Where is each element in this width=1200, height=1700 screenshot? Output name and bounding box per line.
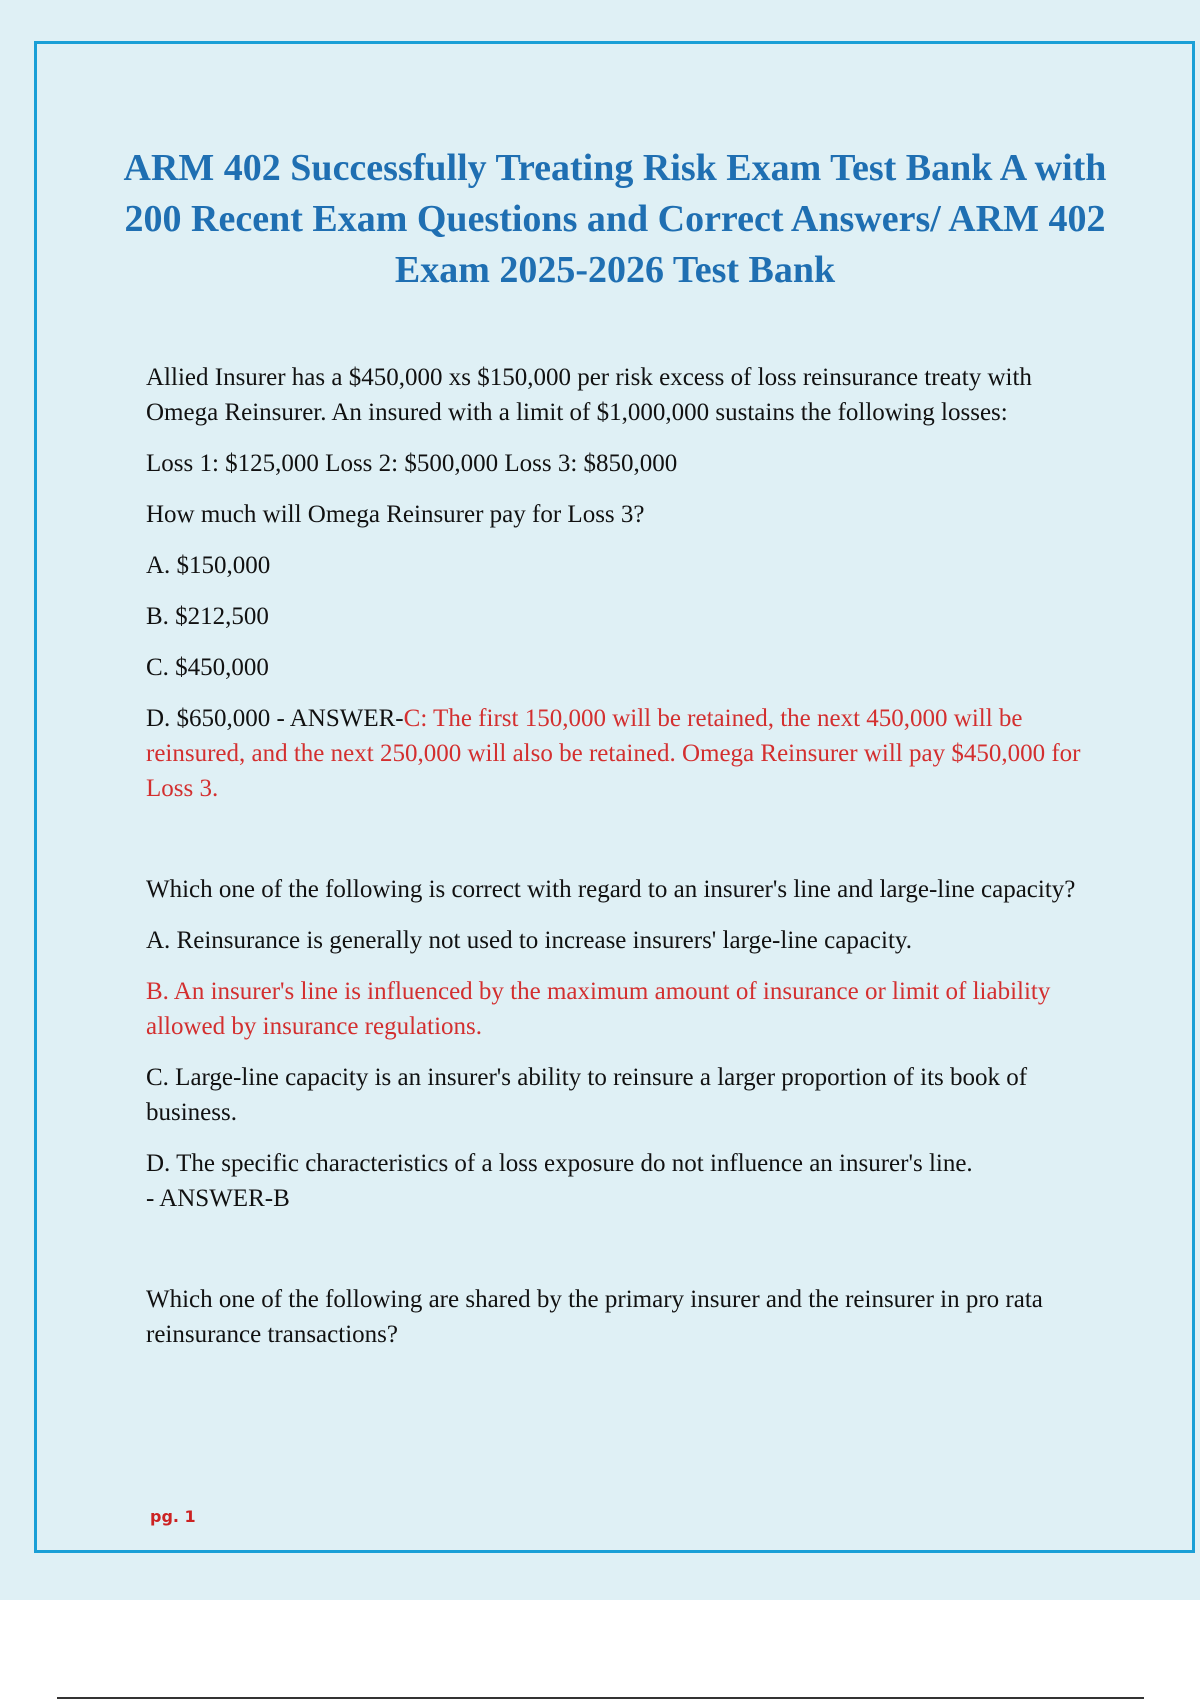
question-2-option-d-text: D. The specific characteristics of a loss exposure do not influence an insurer's line.: [146, 1150, 973, 1177]
question-1-option-d-text: D. $650,000 - ANSWER-: [146, 705, 404, 732]
question-2-option-d: [146, 1146, 1106, 1216]
question-2-option-c: C. Large-line capacity is an insurer's ability to reinsure a larger proportion of its book of business.: [146, 1064, 1028, 1126]
spacer: [146, 822, 1106, 872]
question-2-stem: Which one of the following is correct with regard to an insurer's line and large-line capacity?: [146, 876, 1076, 903]
footer-divider: [57, 1697, 1144, 1699]
question-2-option-a: A. Reinsurance is generally not used to increase insurers' large-line capacity.: [146, 927, 913, 954]
document-title: ARM 402 Successfully Treating Risk Exam Test Bank A with 200 Recent Exam Questions and Correct Answers/ ARM 402 Exam 2025-2026 Test Bank: [123, 147, 1107, 291]
question-3: [146, 1282, 1106, 1352]
question-content: [146, 360, 1106, 1368]
question-1-answer: C: The first 150,000 will be retained, the next 450,000 will be reinsured, and the next 250,000 will also be retained. Omega Reinsurer will pay $450,000 for Loss 3.: [146, 705, 1081, 802]
spacer: [146, 1232, 1106, 1282]
question-3-stem: Which one of the following are shared by the primary insurer and the reinsurer in pro rata reinsurance transactions?: [146, 1286, 1043, 1348]
page-number: pg. 1: [150, 1507, 196, 1526]
question-1-option-d: [146, 701, 1106, 806]
question-1-option-c: C. $450,000: [146, 654, 269, 681]
question-1-losses: Loss 1: $125,000 Loss 2: $500,000 Loss 3: $850,000: [146, 450, 678, 477]
question-2-answer: - ANSWER-B: [146, 1185, 290, 1212]
question-2: [146, 872, 1106, 1216]
question-1-stem: Allied Insurer has a $450,000 xs $150,000 per risk excess of loss reinsurance treaty with Omega Reinsurer. An insured with a limit of $1,000,000 sustains the following losses:: [146, 364, 1032, 426]
question-2-option-b: B. An insurer's line is influenced by the maximum amount of insurance or limit of liability allowed by insurance regulations.: [146, 978, 1051, 1040]
question-1-option-b: B. $212,500: [146, 603, 269, 630]
question-1-prompt: How much will Omega Reinsurer pay for Loss 3?: [146, 501, 645, 528]
question-1: [146, 360, 1106, 806]
question-1-option-a: A. $150,000: [146, 552, 271, 579]
